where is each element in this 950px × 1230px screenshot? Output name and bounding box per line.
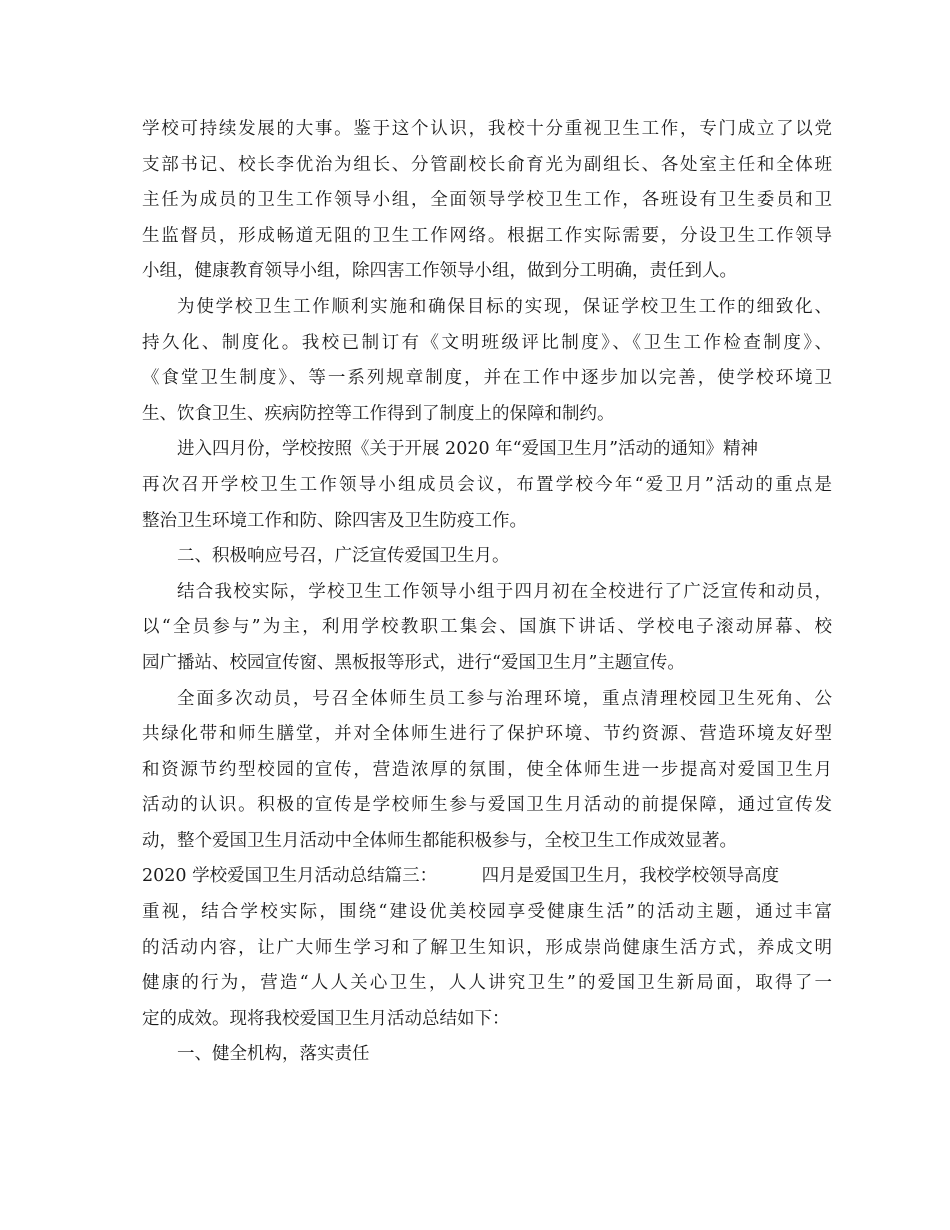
text-line: 持久化、制度化。我校已制订有《文明班级评比制度》、《卫生工作检查制度》、 — [142, 332, 832, 353]
text-line: 《食堂卫生制度》、等一系列规章制度，并在工作中逐步加以完善，使学校环境卫 — [142, 368, 832, 389]
text-line: 定的成效。现将我校爱国卫生月活动总结如下： — [142, 1008, 510, 1029]
text-line: 以“全员参与”为主，利用学校教职工集会、国旗下讲话、学校电子滚动屏幕、校 — [142, 617, 832, 638]
text-line: 活动的认识。积极的宣传是学校师生参与爱国卫生月活动的前提保障，通过宣传发 — [142, 795, 832, 816]
text-line: 动，整个爱国卫生月活动中全体师生都能积极参与，全校卫生工作成效显著。 — [142, 830, 737, 851]
text-line: 主任为成员的卫生工作领导小组，全面领导学校卫生工作，各班设有卫生委员和卫 — [142, 190, 832, 211]
text-line: 支部书记、校长李优治为组长、分管副校长俞育光为副组长、各处室主任和全体班 — [142, 154, 832, 175]
text-line: 再次召开学校卫生工作领导小组成员会议，布置学校今年“爱卫月”活动的重点是 — [142, 474, 832, 495]
text-line: 为使学校卫生工作顺利实施和确保目标的实现，保证学校卫生工作的细致化、 — [177, 296, 832, 317]
text-line: 生、饮食卫生、疾病防控等工作得到了制度上的保障和制约。 — [142, 403, 615, 424]
text-line: 结合我校实际，学校卫生工作领导小组于四月初在全校进行了广泛宣传和动员， — [177, 581, 832, 602]
document-body — [142, 112, 832, 1073]
text-line: 共绿化带和师生膳堂，并对全体师生进行了保护环境、节约资源、营造环境友好型 — [142, 724, 832, 745]
text-line: 小组，健康教育领导小组，除四害工作领导小组，做到分工明确，责任到人。 — [142, 261, 737, 282]
section-heading: 一、健全机构，落实责任 — [177, 1044, 370, 1065]
text-line: 健康的行为，营造“人人关心卫生，人人讲究卫生”的爱国卫生新局面，取得了一 — [142, 973, 832, 994]
text-line: 整治卫生环境工作和防、除四害及卫生防疫工作。 — [142, 510, 527, 531]
text-line: 全面多次动员，号召全体师生员工参与治理环境，重点清理校园卫生死角、公 — [177, 688, 832, 709]
section-heading: 二、积极响应号召，广泛宣传爱国卫生月。 — [177, 546, 510, 567]
text-line: 和资源节约型校园的宣传，营造浓厚的氛围，使全体师生进一步提高对爱国卫生月 — [142, 759, 832, 780]
text-line: 进入四月份，学校按照《关于开展 2020 年“爱国卫生月”活动的通知》精神 — [177, 439, 759, 460]
text-line: 重视，结合学校实际，围绕“建设优美校园享受健康生活”的活动主题，通过丰富 — [142, 902, 832, 923]
text-line: 2020 学校爱国卫生月活动总结篇三： 四月是爱国卫生月，我校学校领导高度 — [142, 866, 780, 887]
text-line: 生监督员，形成畅道无阻的卫生工作网络。根据工作实际需要，分设卫生工作领导 — [142, 225, 832, 246]
text-line: 的活动内容，让广大师生学习和了解卫生知识，形成崇尚健康生活方式，养成文明 — [142, 937, 832, 958]
text-line: 学校可持续发展的大事。鉴于这个认识，我校十分重视卫生工作，专门成立了以党 — [142, 119, 832, 139]
text-line: 园广播站、校园宣传窗、黑板报等形式，进行“爱国卫生月”主题宣传。 — [142, 652, 685, 673]
